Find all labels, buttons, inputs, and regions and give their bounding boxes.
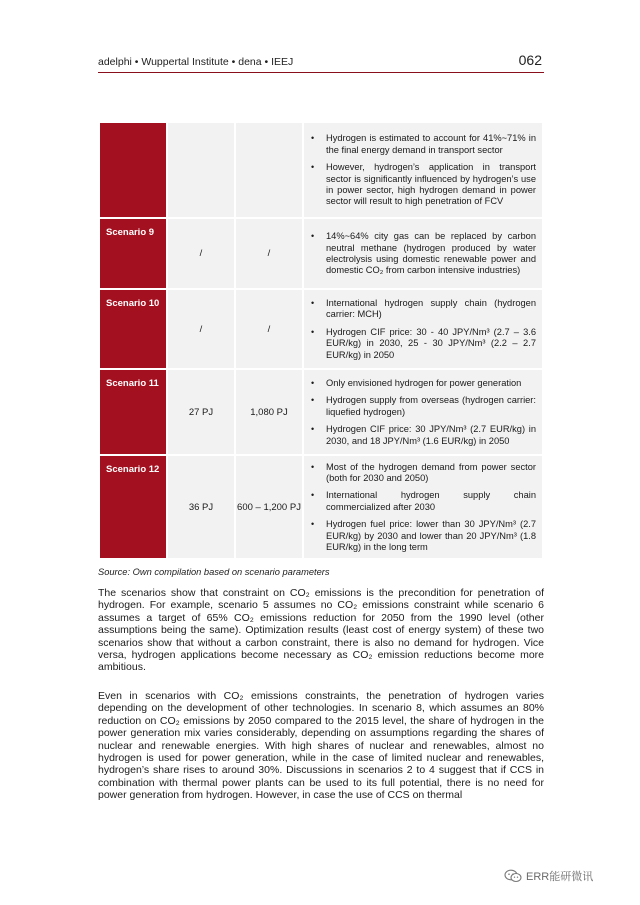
bullet-list xyxy=(304,133,536,207)
scenario-name-cell: Scenario 9 xyxy=(100,219,166,288)
body-paragraph: Even in scenarios with CO₂ emissions constraints, the penetration of hydrogen varies depending on the development of other technologies. In scenario 8, which assumes an 80% reduction on CO₂ emissions by 2050 compared to the 2015 level, the share of hydrogen in the power generation mix varies considerably, depending on assumptions regarding the shares of nuclear and renewable energies. With high shares of nuclear and renewables, almost no hydrogen is used for power generation, while in the case of limited nuclear and renewables, hydrogen’s share rises to around 30%. Discussions in scenarios 2 to 4 suggest that if CCS in combination with thermal power plants can be used to its full potential, there is no need for power generation from hydrogen. However, in case the use of CCS on thermal xyxy=(98,690,544,802)
value-cell: / xyxy=(168,290,234,368)
value-cell: 600 – 1,200 PJ xyxy=(236,456,302,558)
watermark-text: ERR能研微讯 xyxy=(526,871,594,883)
list-item: • 14%~64% city gas can be replaced by carbon neutral methane (hydrogen produced by water electrolysis using domestic renewable power and domestic CO₂ from carbon intensive industries) xyxy=(304,231,536,277)
list-item: • Hydrogen CIF price: 30 JPY/Nm³ (2.7 EUR/kg) in 2030, and 18 JPY/Nm³ (1.6 EUR/kg) in 2050 xyxy=(304,424,536,447)
page-number: 062 xyxy=(518,52,542,68)
list-item: • Hydrogen CIF price: 30 - 40 JPY/Nm³ (2.7 – 3.6 EUR/kg) in 2030, 25 - 30 JPY/Nm³ (2.2 – 2.7 EUR/kg) in 2050 xyxy=(304,327,536,361)
table-row xyxy=(100,370,542,454)
bullet-list xyxy=(304,462,536,554)
header-organizations: adelphi • Wuppertal Institute • dena • IEEJ xyxy=(98,56,294,68)
notes-cell xyxy=(304,370,542,454)
scenario-name-cell: Scenario 10 xyxy=(100,290,166,368)
value-cell: 1,080 PJ xyxy=(236,370,302,454)
scenario-name-cell: Scenario 12 xyxy=(100,456,166,558)
table-row xyxy=(100,456,542,558)
notes-cell xyxy=(304,456,542,558)
bullet-list xyxy=(304,231,536,277)
table-row xyxy=(100,219,542,288)
notes-cell xyxy=(304,219,542,288)
list-item: • Hydrogen supply from overseas (hydrogen carrier: liquefied hydrogen) xyxy=(304,395,536,418)
table-row xyxy=(100,123,542,217)
list-item: • Most of the hydrogen demand from power sector (both for 2030 and 2050) xyxy=(304,462,536,485)
value-cell xyxy=(168,123,234,217)
value-cell: / xyxy=(236,219,302,288)
list-item: • International hydrogen supply chain commercialized after 2030 xyxy=(304,490,536,513)
scenario-name-cell: Scenario 11 xyxy=(100,370,166,454)
value-cell: 36 PJ xyxy=(168,456,234,558)
page-header xyxy=(98,52,544,73)
value-cell: 27 PJ xyxy=(168,370,234,454)
bullet-list xyxy=(304,298,536,361)
wechat-icon xyxy=(504,869,522,883)
list-item: • Hydrogen is estimated to account for 41%~71% in the final energy demand in transport sector xyxy=(304,133,536,156)
notes-cell xyxy=(304,290,542,368)
value-cell xyxy=(236,123,302,217)
list-item: • Hydrogen fuel price: lower than 30 JPY/Nm³ (2.7 EUR/kg) by 2030 and lower than 20 JPY/Nm³ (1.8 EUR/kg) in the long term xyxy=(304,519,536,553)
scenario-name-cell xyxy=(100,123,166,217)
value-cell: / xyxy=(236,290,302,368)
notes-cell xyxy=(304,123,542,217)
bullet-list xyxy=(304,378,536,447)
table-source-caption: Source: Own compilation based on scenario parameters xyxy=(98,567,330,577)
watermark xyxy=(504,868,593,884)
list-item: • International hydrogen supply chain (hydrogen carrier: MCH) xyxy=(304,298,536,321)
body-paragraph: The scenarios show that constraint on CO₂ emissions is the precondition for penetration of hydrogen. For example, scenario 5 assumes no CO₂ emissions constraint while scenario 6 assumes a target of 65% CO₂ emissions reduction for 2050 from the 1990 level (other assumptions being the same). Optimization results (least cost of energy system) of these two scenarios show that without a carbon constraint, there is also no demand for hydrogen. Vice versa, hydrogen applications become necessary as CO₂ emission reductions become more ambitious. xyxy=(98,587,544,674)
list-item: • Only envisioned hydrogen for power generation xyxy=(304,378,536,389)
table-row xyxy=(100,290,542,368)
list-item: • However, hydrogen’s application in transport sector is significantly influenced by hydrogen’s use in power sector, high hydrogen demand in power sector will result to high penetration of FCV xyxy=(304,162,536,208)
scenario-table xyxy=(98,121,544,560)
value-cell: / xyxy=(168,219,234,288)
